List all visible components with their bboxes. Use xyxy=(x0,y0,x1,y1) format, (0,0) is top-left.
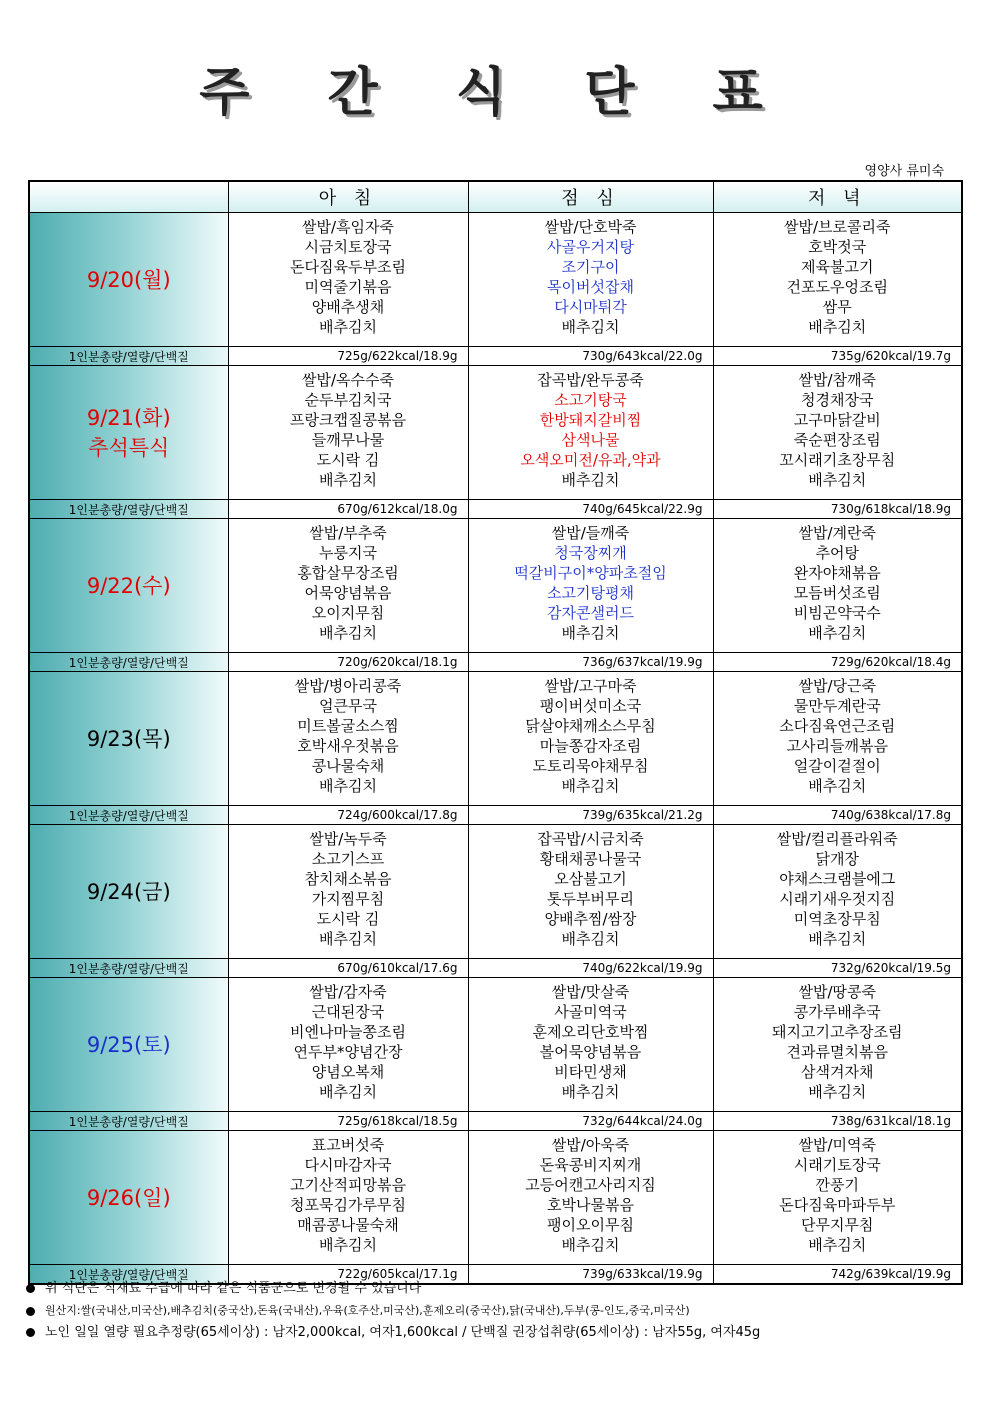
dish-item: 가지찜무침 xyxy=(311,890,385,908)
dish-item: 야채스크램블에그 xyxy=(779,870,896,888)
dish-item: 다시마튀각 xyxy=(554,298,627,316)
dish-item: 청국장찌개 xyxy=(554,544,627,562)
header-dinner: 저 녁 xyxy=(713,181,962,213)
lunch-cell xyxy=(468,1131,713,1265)
nutrition-label: 1인분총량/열량/단백질 xyxy=(29,1112,228,1131)
day-date: 9/25(토) xyxy=(86,1032,171,1057)
nutrition-value: 735g/620kcal/19.7g xyxy=(713,347,962,366)
lunch-cell xyxy=(468,519,713,653)
dish-item: 감자콘샐러드 xyxy=(547,604,634,622)
dish-item: 꼬시래기초장무침 xyxy=(779,451,896,469)
dish-item: 비빔곤약국수 xyxy=(793,604,881,622)
dish-item: 배추김치 xyxy=(808,1236,867,1254)
dish-item: 배추김치 xyxy=(319,471,377,489)
nutrition-value: 722g/605kcal/17.1g xyxy=(228,1265,468,1285)
dish-item: 잡곡밥/시금치죽 xyxy=(537,830,644,848)
bullet-icon xyxy=(26,1328,35,1337)
dish-item: 사골우거지탕 xyxy=(547,238,634,256)
dinner-cell xyxy=(713,519,962,653)
nutrition-value: 739g/633kcal/19.9g xyxy=(468,1265,713,1285)
nutrition-value: 730g/618kcal/18.9g xyxy=(713,500,962,519)
dish-item: 삼색겨자채 xyxy=(801,1063,874,1081)
dish-item: 배추김치 xyxy=(319,1236,377,1254)
dish-item: 쌀밥/단호박죽 xyxy=(544,218,637,236)
nutrition-row xyxy=(29,347,962,366)
day-date: 9/22(수) xyxy=(86,573,171,598)
dish-item: 콩가루배추국 xyxy=(793,1003,881,1021)
note-text: 위 식단은 식재료 수급에 따라 같은 식품군으로 변경될 수 있습니다 xyxy=(45,1281,422,1296)
nutrition-row xyxy=(29,806,962,825)
nutrition-value: 720g/620kcal/18.1g xyxy=(228,653,468,672)
lunch-cell xyxy=(468,672,713,806)
day-date: 9/20(월) xyxy=(86,267,171,292)
dish-item: 배추김치 xyxy=(808,777,867,795)
dish-item: 쌀밥/아욱죽 xyxy=(551,1136,630,1154)
bullet-icon xyxy=(26,1307,35,1316)
nutrition-row xyxy=(29,500,962,519)
dish-item: 닭살야채깨소스무침 xyxy=(525,717,656,735)
day-date: 9/24(금) xyxy=(86,879,171,904)
dish-item: 시래기토장국 xyxy=(793,1156,881,1174)
day-row xyxy=(29,213,962,347)
dish-item: 양배추찜/쌈장 xyxy=(544,910,637,928)
dinner-cell xyxy=(713,825,962,959)
day-row xyxy=(29,825,962,959)
dish-item: 다시마감자국 xyxy=(304,1156,392,1174)
nutrition-value: 740g/638kcal/17.8g xyxy=(713,806,962,825)
dinner-cell xyxy=(713,366,962,500)
menu-body xyxy=(29,213,962,1285)
dish-item: 돼지고기고추장조림 xyxy=(772,1023,903,1041)
dish-item: 배추김치 xyxy=(561,930,620,948)
nutrition-value: 742g/639kcal/19.9g xyxy=(713,1265,962,1285)
dish-item: 배추김치 xyxy=(808,1083,867,1101)
dish-item: 미트볼굴소스찜 xyxy=(297,717,399,735)
dish-item: 배추김치 xyxy=(561,777,620,795)
dish-item: 콩나물숙채 xyxy=(311,757,385,775)
breakfast-cell xyxy=(228,213,468,347)
nutrition-row xyxy=(29,959,962,978)
day-cell xyxy=(29,1131,228,1265)
nutrition-row xyxy=(29,653,962,672)
dish-item: 배추김치 xyxy=(561,624,620,642)
dish-item: 단무지무침 xyxy=(801,1216,874,1234)
nutrition-label: 1인분총량/열량/단백질 xyxy=(29,500,228,519)
note-text: 노인 일일 열량 필요추정량(65세이상) : 남자2,000kcal, 여자1,600kcal / 단백질 권장섭취량(65세이상) : 남자55g, 여자45g xyxy=(45,1325,761,1340)
breakfast-cell xyxy=(228,672,468,806)
note-item xyxy=(26,1278,760,1300)
dish-item: 쌀밥/계란죽 xyxy=(798,524,876,542)
dish-item: 배추김치 xyxy=(808,930,867,948)
dish-item: 사골미역국 xyxy=(554,1003,627,1021)
nutrition-value: 670g/610kcal/17.6g xyxy=(228,959,468,978)
dish-item: 모듬버섯조림 xyxy=(793,584,881,602)
dish-item: 쌀밥/컬리플라워죽 xyxy=(776,830,898,848)
dish-item: 쌀밥/옥수수죽 xyxy=(302,371,394,389)
dish-item: 팽이버섯미소국 xyxy=(539,697,642,715)
dish-item: 시래기새우젓지짐 xyxy=(779,890,896,908)
dish-item: 쌀밥/녹두죽 xyxy=(309,830,387,848)
day-cell xyxy=(29,672,228,806)
nutrition-value: 739g/635kcal/21.2g xyxy=(468,806,713,825)
breakfast-cell xyxy=(228,978,468,1112)
dish-item: 배추김치 xyxy=(808,471,867,489)
dish-item: 볼어묵양념볶음 xyxy=(539,1043,642,1061)
lunch-cell xyxy=(468,366,713,500)
dish-item: 홍합살무장조림 xyxy=(297,564,399,582)
dish-item: 배추김치 xyxy=(561,1236,620,1254)
note-item xyxy=(26,1322,760,1344)
dish-item: 매콤콩나물숙채 xyxy=(297,1216,399,1234)
lunch-cell xyxy=(468,978,713,1112)
dish-item: 톳두부버무리 xyxy=(547,890,634,908)
day-row xyxy=(29,978,962,1112)
dish-item: 배추김치 xyxy=(561,1083,620,1101)
dish-item: 도시락 김 xyxy=(316,910,380,928)
dish-item: 떡갈비구이*양파초절임 xyxy=(514,564,667,582)
bullet-icon xyxy=(26,1284,35,1293)
dinner-cell xyxy=(713,213,962,347)
dish-item: 돈다짐육마파두부 xyxy=(779,1196,896,1214)
dish-item: 쌀밥/땅콩죽 xyxy=(798,983,876,1001)
dish-item: 소고기스프 xyxy=(311,850,385,868)
dish-item: 배추김치 xyxy=(808,318,867,336)
dish-item: 얼큰무국 xyxy=(319,697,377,715)
day-cell xyxy=(29,978,228,1112)
dish-item: 깐풍기 xyxy=(815,1176,859,1194)
dish-item: 도시락 김 xyxy=(316,451,380,469)
dish-item: 죽순편장조림 xyxy=(793,431,881,449)
dish-item: 누룽지국 xyxy=(319,544,377,562)
nutrition-value: 670g/612kcal/18.0g xyxy=(228,500,468,519)
dish-item: 쌀밥/맛살죽 xyxy=(551,983,630,1001)
nutrition-value: 725g/622kcal/18.9g xyxy=(228,347,468,366)
dish-item: 참치채소볶음 xyxy=(304,870,392,888)
dish-item: 닭개장 xyxy=(815,850,859,868)
nutrition-value: 724g/600kcal/17.8g xyxy=(228,806,468,825)
dish-item: 호박나물볶음 xyxy=(547,1196,634,1214)
dish-item: 소고기탕평채 xyxy=(547,584,634,602)
dish-item: 삼색나물 xyxy=(561,431,620,449)
dish-item: 어묵양념볶음 xyxy=(304,584,392,602)
dish-item: 쌀밥/부추죽 xyxy=(309,524,387,542)
dish-item: 고사리들깨볶음 xyxy=(786,737,888,755)
day-cell xyxy=(29,366,228,500)
dietitian-name: 영양사 류미숙 xyxy=(864,164,944,179)
dinner-cell xyxy=(713,978,962,1112)
dish-item: 고구마닭갈비 xyxy=(793,411,881,429)
dish-item: 잡곡밥/완두콩죽 xyxy=(537,371,644,389)
day-date: 9/21(화) xyxy=(86,405,171,430)
note-text: 원산지:쌀(국내산,미국산),배추김치(중국산),돈육(국내산),우육(호주산,미국산),훈제오리(중국산),닭(국내산),두부(콩-인도,중국,미국산) xyxy=(45,1304,690,1317)
dish-item: 배추김치 xyxy=(319,624,377,642)
dish-item: 연두부*양념간장 xyxy=(293,1043,403,1061)
day-row xyxy=(29,519,962,653)
dish-item: 순두부김치국 xyxy=(304,391,392,409)
footnotes xyxy=(26,1278,760,1344)
breakfast-cell xyxy=(228,366,468,500)
dish-item: 청경채장국 xyxy=(801,391,874,409)
nutrition-value: 725g/618kcal/18.5g xyxy=(228,1112,468,1131)
dish-item: 마늘쫑감자조림 xyxy=(539,737,642,755)
dish-item: 비엔나마늘쫑조림 xyxy=(290,1023,406,1041)
dish-item: 돈육콩비지찌개 xyxy=(539,1156,642,1174)
nutrition-label: 1인분총량/열량/단백질 xyxy=(29,959,228,978)
dish-item: 쌀밥/흑임자죽 xyxy=(302,218,394,236)
dish-item: 쌀밥/감자죽 xyxy=(309,983,387,1001)
dish-item: 미역초장무침 xyxy=(793,910,881,928)
nutrition-value: 732g/620kcal/19.5g xyxy=(713,959,962,978)
dish-item: 쌀밥/미역죽 xyxy=(798,1136,876,1154)
nutrition-value: 736g/637kcal/19.9g xyxy=(468,653,713,672)
dish-item: 미역줄기볶음 xyxy=(304,278,392,296)
dish-item: 배추김치 xyxy=(319,318,377,336)
dish-item: 오이지무침 xyxy=(311,604,385,622)
lunch-cell xyxy=(468,213,713,347)
nutrition-value: 732g/644kcal/24.0g xyxy=(468,1112,713,1131)
header-row xyxy=(29,181,962,213)
dish-item: 배추김치 xyxy=(319,777,377,795)
dish-item: 오삼불고기 xyxy=(554,870,627,888)
weekly-menu-table xyxy=(28,180,963,1285)
dish-item: 근대된장국 xyxy=(311,1003,385,1021)
dish-item: 팽이오이무침 xyxy=(547,1216,634,1234)
dish-item: 도토리묵야채무침 xyxy=(532,757,649,775)
dish-item: 호박젓국 xyxy=(808,238,867,256)
nutrition-value: 740g/622kcal/19.9g xyxy=(468,959,713,978)
dish-item: 얼갈이겉절이 xyxy=(793,757,881,775)
lunch-cell xyxy=(468,825,713,959)
dish-item: 배추김치 xyxy=(319,930,377,948)
day-date: 9/26(일) xyxy=(86,1185,171,1210)
dish-item: 양배추생채 xyxy=(311,298,385,316)
dish-item: 목이버섯잡채 xyxy=(547,278,634,296)
dish-item: 청포묵김가루무침 xyxy=(290,1196,406,1214)
dish-item: 쌀밥/들깨죽 xyxy=(551,524,630,542)
dish-item: 쌈무 xyxy=(822,298,852,316)
dish-item: 시금치토장국 xyxy=(304,238,392,256)
day-date: 9/23(목) xyxy=(86,726,171,751)
nutrition-label: 1인분총량/열량/단백질 xyxy=(29,653,228,672)
nutrition-value: 730g/643kcal/22.0g xyxy=(468,347,713,366)
breakfast-cell xyxy=(228,1131,468,1265)
dish-item: 소다짐육연근조림 xyxy=(779,717,896,735)
nutrition-value: 740g/645kcal/22.9g xyxy=(468,500,713,519)
dish-item: 물만두계란국 xyxy=(793,697,881,715)
dish-item: 견과류멸치볶음 xyxy=(786,1043,888,1061)
dish-item: 프랑크캡질콩볶음 xyxy=(290,411,406,429)
dish-item: 조기구이 xyxy=(561,258,620,276)
nutrition-label: 1인분총량/열량/단백질 xyxy=(29,347,228,366)
day-row xyxy=(29,672,962,806)
dish-item: 배추김치 xyxy=(561,471,620,489)
dish-item: 훈제오리단호박찜 xyxy=(532,1023,649,1041)
dish-item: 소고기탕국 xyxy=(554,391,627,409)
dish-item: 배추김치 xyxy=(808,624,867,642)
dish-item: 고기산적피망볶음 xyxy=(290,1176,406,1194)
header-lunch: 점 심 xyxy=(468,181,713,213)
dish-item: 건포도우엉조림 xyxy=(786,278,888,296)
nutrition-value: 738g/631kcal/18.1g xyxy=(713,1112,962,1131)
nutrition-value: 729g/620kcal/18.4g xyxy=(713,653,962,672)
dish-item: 오색오미전/유과,약과 xyxy=(520,451,661,469)
nutrition-row xyxy=(29,1112,962,1131)
day-special-note: 추석특식 xyxy=(88,435,170,460)
dish-item: 쌀밥/참깨죽 xyxy=(798,371,876,389)
dish-item: 완자야채볶음 xyxy=(793,564,881,582)
dish-item: 호박새우젓볶음 xyxy=(297,737,399,755)
dish-item: 양념오복채 xyxy=(311,1063,385,1081)
dish-item: 들깨무나물 xyxy=(311,431,385,449)
dish-item: 제육불고기 xyxy=(801,258,874,276)
dish-item: 표고버섯죽 xyxy=(311,1136,385,1154)
note-item xyxy=(26,1300,760,1322)
dinner-cell xyxy=(713,672,962,806)
dish-item: 돈다짐육두부조림 xyxy=(290,258,406,276)
day-cell xyxy=(29,825,228,959)
dish-item: 비타민생채 xyxy=(554,1063,627,1081)
corner-cell xyxy=(29,181,228,213)
dish-item: 고등어캔고사리지짐 xyxy=(525,1176,656,1194)
dish-item: 쌀밥/당근죽 xyxy=(798,677,876,695)
day-cell xyxy=(29,519,228,653)
day-row xyxy=(29,366,962,500)
dish-item: 쌀밥/고구마죽 xyxy=(544,677,637,695)
breakfast-cell xyxy=(228,825,468,959)
dish-item: 쌀밥/브로콜리죽 xyxy=(784,218,891,236)
nutrition-label: 1인분총량/열량/단백질 xyxy=(29,806,228,825)
dish-item: 배추김치 xyxy=(319,1083,377,1101)
day-row xyxy=(29,1131,962,1265)
dish-item: 황태채콩나물국 xyxy=(539,850,642,868)
dish-item: 배추김치 xyxy=(561,318,620,336)
page-title: 주 간 식 단 표 xyxy=(199,63,793,123)
dish-item: 한방돼지갈비찜 xyxy=(539,411,642,429)
nutrition-label: 1인분총량/열량/단백질 xyxy=(29,1265,228,1285)
header-breakfast: 아 침 xyxy=(228,181,468,213)
dish-item: 추어탕 xyxy=(815,544,859,562)
breakfast-cell xyxy=(228,519,468,653)
dinner-cell xyxy=(713,1131,962,1265)
day-cell xyxy=(29,213,228,347)
dish-item: 쌀밥/병아리콩죽 xyxy=(294,677,402,695)
